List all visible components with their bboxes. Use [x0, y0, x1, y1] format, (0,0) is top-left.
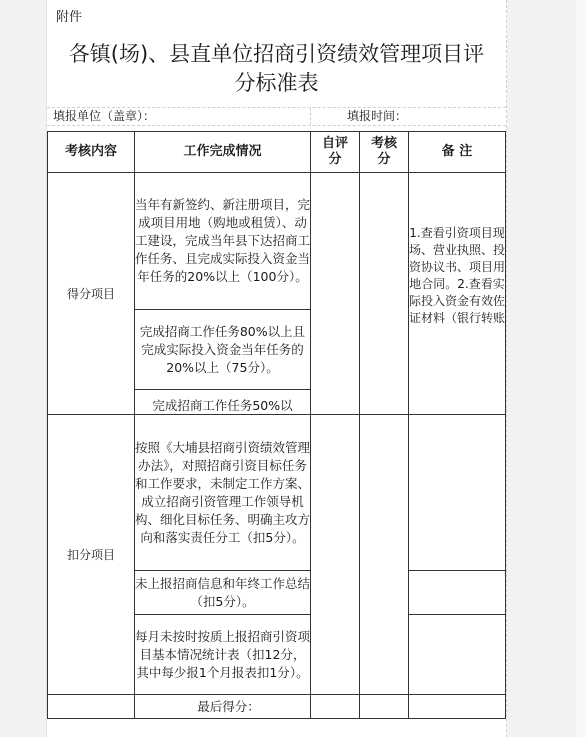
document-page — [46, 0, 507, 737]
header-review-score — [360, 132, 409, 173]
deduct-section-label: 扣分项目 — [48, 415, 135, 695]
deduct-item-1: 按照《大埔县招商引资绩效管理办法》，对照招商引资目标任务和工作要求，未制定工作方案、成立招商引资管理工作领导机构、细化目标任务、明确主攻方向和落实责任分工（扣5分）。 — [135, 415, 311, 571]
header-self-score — [311, 132, 360, 173]
header-row — [48, 132, 506, 173]
deduct-item-2: 未上报招商信息和年终工作总结（扣5分）。 — [135, 571, 311, 615]
header-work: 工作完成情况 — [135, 132, 311, 173]
final-review-cell[interactable] — [360, 695, 409, 719]
header-self-score-line1: 自评 — [321, 136, 348, 151]
header-remark: 备 注 — [409, 132, 506, 173]
table-row — [48, 173, 506, 310]
title-line-1: 各镇(场)、县直单位招商引资绩效管理项目评 — [68, 42, 485, 66]
score-remark-wrap — [409, 173, 505, 345]
document-title — [47, 40, 506, 98]
table-row — [48, 415, 506, 571]
score-review-cell[interactable] — [360, 173, 409, 415]
score-item-3: 完成招商工作任务50%以 — [152, 398, 293, 411]
deduct-remark-cell-1[interactable] — [409, 415, 506, 571]
scrollbar-track[interactable] — [576, 0, 586, 737]
header-review-score-line2: 分 — [377, 152, 391, 167]
fill-unit-label: 填报单位（盖章）： — [53, 109, 156, 123]
deduct-item-3: 每月未按时按质上报招商引资项目基本情况统计表（扣12分，其中每少报1个月报表扣1分）。 — [135, 615, 311, 695]
fill-info-row — [47, 107, 506, 126]
final-remark-cell[interactable] — [409, 695, 506, 719]
deduct-remark-cell-2[interactable] — [409, 571, 506, 615]
score-self-cell[interactable] — [311, 173, 360, 415]
header-self-score-line2: 分 — [328, 152, 342, 167]
score-item-1: 当年有新签约、新注册项目，完成项目用地（购地或租赁）、动工建设，完成当年县下达招商工作任务、且完成实际投入资金当年任务的20%以上（100分）。 — [135, 173, 311, 310]
fill-time-label: 填报时间： — [347, 109, 408, 123]
final-score-label: 最后得分： — [135, 695, 311, 719]
score-section-label: 得分项目 — [48, 173, 135, 415]
attachment-label: 附件 — [56, 10, 83, 25]
score-table — [47, 131, 506, 719]
title-line-2: 分标准表 — [234, 71, 319, 95]
final-row — [48, 695, 506, 719]
deduct-self-cell[interactable] — [311, 415, 360, 695]
score-item-3-cell — [135, 390, 311, 415]
deduct-remark-cell-3[interactable] — [409, 615, 506, 695]
fill-row-divider — [310, 108, 311, 125]
header-review-score-line1: 考核 — [370, 136, 397, 151]
score-remark-text: 1.查看引资项目现场、营业执照、投资协议书、项目用地合同。2.查看实际投入资金有效佐证材料（银行转账 — [409, 226, 505, 325]
final-empty-cell — [48, 695, 135, 719]
deduct-review-cell[interactable] — [360, 415, 409, 695]
score-item-2: 完成招商工作任务80%以上且完成实际投入资金当年任务的20%以上（75分）。 — [135, 310, 311, 390]
score-remark-cell — [409, 173, 506, 415]
header-content: 考核内容 — [48, 132, 135, 173]
final-self-cell[interactable] — [311, 695, 360, 719]
